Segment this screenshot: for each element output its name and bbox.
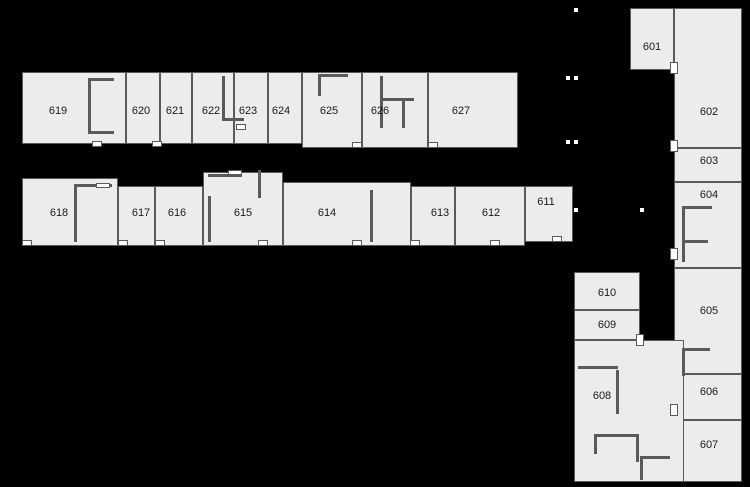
interior-wall-27	[578, 366, 618, 369]
interior-wall-8	[380, 98, 414, 101]
interior-wall-2	[88, 131, 114, 134]
interior-wall-0	[88, 78, 91, 134]
door-marker-1	[152, 141, 162, 147]
interior-wall-20	[682, 348, 710, 351]
interior-wall-16	[682, 206, 685, 262]
room-615[interactable]	[203, 172, 283, 246]
room-label-602: 602	[699, 106, 719, 118]
room-label-618: 618	[49, 207, 69, 219]
room-606[interactable]	[674, 374, 742, 420]
interior-wall-4	[222, 118, 244, 121]
room-618[interactable]	[22, 178, 118, 246]
room-label-613: 613	[430, 207, 450, 219]
interior-wall-14	[258, 170, 261, 198]
room-label-623: 623	[238, 105, 258, 117]
room-label-609: 609	[597, 319, 617, 331]
corridor-node-6	[640, 208, 644, 212]
room-label-622: 622	[201, 105, 221, 117]
interior-wall-1	[88, 78, 114, 81]
interior-wall-3	[222, 76, 225, 120]
interior-wall-26	[616, 370, 619, 414]
door-marker-17	[670, 404, 678, 416]
room-608[interactable]	[574, 340, 684, 482]
room-label-611: 611	[537, 196, 555, 208]
room-label-601: 601	[642, 41, 662, 53]
corridor-node-4	[566, 140, 570, 144]
room-label-610: 610	[597, 287, 617, 299]
door-marker-6	[118, 240, 128, 246]
room-603[interactable]	[674, 148, 742, 182]
interior-wall-23	[594, 434, 597, 454]
interior-wall-17	[682, 206, 712, 209]
room-label-603: 603	[699, 155, 719, 167]
interior-wall-24	[640, 456, 643, 480]
interior-wall-15	[370, 190, 373, 242]
room-label-626: 626	[370, 105, 390, 117]
room-620[interactable]	[126, 72, 160, 144]
door-marker-12	[552, 236, 562, 242]
door-marker-19	[228, 170, 242, 175]
door-marker-10	[410, 240, 420, 246]
door-marker-0	[92, 141, 102, 147]
room-614[interactable]	[283, 182, 411, 246]
door-marker-13	[636, 334, 644, 346]
room-625[interactable]	[302, 72, 362, 148]
room-label-615: 615	[233, 207, 253, 219]
interior-wall-7	[380, 76, 383, 128]
room-label-612: 612	[481, 207, 501, 219]
room-label-617: 617	[131, 207, 151, 219]
room-label-624: 624	[271, 105, 291, 117]
door-marker-4	[428, 142, 438, 148]
room-label-625: 625	[319, 105, 339, 117]
door-marker-3	[352, 142, 362, 148]
interior-wall-6	[318, 74, 348, 77]
room-label-605: 605	[699, 305, 719, 317]
interior-wall-22	[594, 434, 638, 437]
room-label-606: 606	[699, 386, 719, 398]
room-611[interactable]	[525, 186, 573, 242]
corridor-node-3	[574, 140, 578, 144]
interior-wall-19	[682, 348, 685, 376]
room-627[interactable]	[428, 72, 518, 148]
interior-wall-9	[402, 98, 405, 128]
door-marker-7	[155, 240, 165, 246]
door-marker-2	[236, 124, 246, 130]
corridor-node-1	[574, 76, 578, 80]
corridor-node-0	[574, 8, 578, 12]
room-label-616: 616	[167, 207, 187, 219]
room-624[interactable]	[268, 72, 302, 144]
room-610[interactable]	[574, 272, 640, 310]
door-marker-18	[96, 183, 110, 188]
door-marker-14	[670, 62, 678, 74]
room-612[interactable]	[455, 186, 525, 246]
corridor-node-5	[574, 208, 578, 212]
door-marker-8	[258, 240, 268, 246]
door-marker-9	[352, 240, 362, 246]
room-626[interactable]	[362, 72, 428, 148]
interior-wall-12	[208, 196, 211, 242]
corridor-node-2	[566, 76, 570, 80]
door-marker-16	[670, 248, 678, 260]
interior-wall-21	[636, 434, 639, 462]
room-613[interactable]	[411, 186, 455, 246]
room-label-619: 619	[48, 105, 68, 117]
room-label-604: 604	[699, 189, 719, 201]
room-601[interactable]	[630, 8, 674, 70]
interior-wall-18	[682, 240, 708, 243]
room-label-621: 621	[165, 105, 185, 117]
door-marker-11	[490, 240, 500, 246]
interior-wall-25	[640, 456, 670, 459]
room-label-614: 614	[317, 207, 337, 219]
room-label-627: 627	[451, 105, 471, 117]
room-616[interactable]	[155, 186, 203, 246]
room-622[interactable]	[192, 72, 234, 144]
room-617[interactable]	[118, 186, 155, 246]
room-602[interactable]	[674, 8, 742, 148]
interior-wall-5	[318, 74, 321, 96]
room-609[interactable]	[574, 310, 640, 340]
interior-wall-10	[74, 184, 77, 242]
room-label-607: 607	[699, 439, 719, 451]
door-marker-15	[670, 140, 678, 152]
room-label-620: 620	[131, 105, 151, 117]
room-621[interactable]	[160, 72, 192, 144]
room-label-608: 608	[592, 390, 612, 402]
room-623[interactable]	[234, 72, 268, 144]
door-marker-5	[22, 240, 32, 246]
